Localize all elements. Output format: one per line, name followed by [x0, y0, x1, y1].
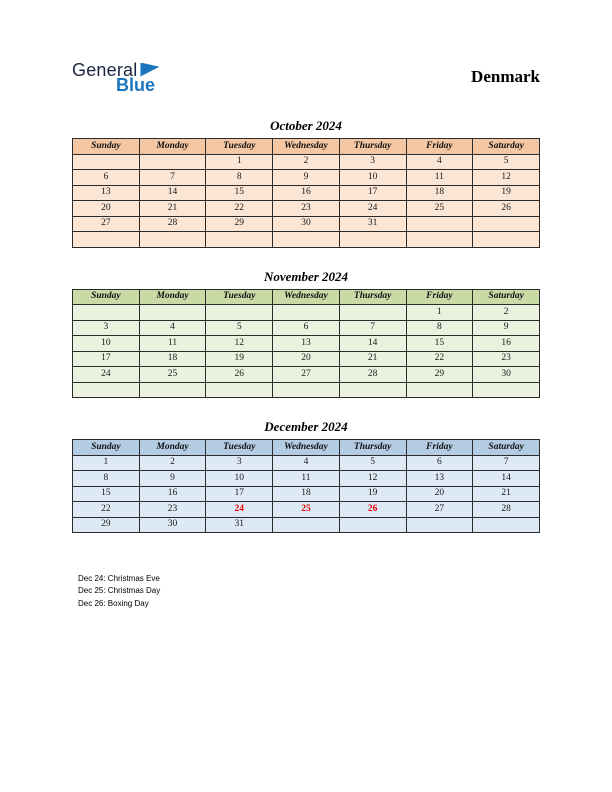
- day-cell: 14: [339, 336, 406, 352]
- day-cell: 7: [473, 455, 540, 471]
- day-cell: 9: [473, 320, 540, 336]
- day-cell: 31: [206, 517, 273, 533]
- day-cell: 3: [206, 455, 273, 471]
- weekday-header-thursday: Thursday: [339, 440, 406, 456]
- empty-day-cell: [473, 517, 540, 533]
- day-cell: 19: [473, 185, 540, 201]
- day-cell: 18: [406, 185, 473, 201]
- weekday-header-saturday: Saturday: [473, 139, 540, 155]
- day-cell: 30: [139, 517, 206, 533]
- day-cell: 27: [73, 216, 140, 232]
- month-title-december: December 2024: [264, 419, 348, 434]
- weekday-header-tuesday: Tuesday: [206, 440, 273, 456]
- day-cell: 26: [339, 502, 406, 518]
- calendar-table-november: [72, 289, 540, 399]
- day-cell: 28: [473, 502, 540, 518]
- week-row: [73, 502, 540, 518]
- day-cell: 31: [339, 216, 406, 232]
- day-cell: 16: [139, 486, 206, 502]
- day-cell: 27: [273, 367, 340, 383]
- day-cell: 25: [406, 201, 473, 217]
- weekday-header-row: [73, 440, 540, 456]
- logo-text-blue: Blue: [116, 74, 156, 95]
- weekday-header-friday: Friday: [406, 440, 473, 456]
- day-cell: 11: [273, 471, 340, 487]
- generalblue-logo: [72, 61, 159, 94]
- day-cell: 9: [139, 471, 206, 487]
- day-cell: 26: [206, 367, 273, 383]
- weekday-header-saturday: Saturday: [473, 440, 540, 456]
- empty-day-cell: [406, 216, 473, 232]
- day-cell: 28: [339, 367, 406, 383]
- week-row: [73, 154, 540, 170]
- holiday-notes: [78, 573, 540, 610]
- page-header: [72, 50, 540, 104]
- week-row: [73, 170, 540, 186]
- day-cell: 13: [73, 185, 140, 201]
- week-row: [73, 305, 540, 321]
- weekday-header-wednesday: Wednesday: [273, 289, 340, 305]
- day-cell: 29: [73, 517, 140, 533]
- holiday-note-christmas-day: Dec 25: Christmas Day: [78, 586, 161, 596]
- country-title: Denmark: [471, 67, 540, 86]
- empty-day-cell: [473, 216, 540, 232]
- holiday-note-boxing-day: Dec 26: Boxing Day: [78, 598, 149, 608]
- day-cell: 6: [73, 170, 140, 186]
- day-cell: 10: [73, 336, 140, 352]
- empty-day-cell: [73, 232, 140, 248]
- day-cell: 1: [73, 455, 140, 471]
- day-cell: 4: [406, 154, 473, 170]
- empty-day-cell: [139, 232, 206, 248]
- day-cell: 21: [339, 351, 406, 367]
- week-row: [73, 336, 540, 352]
- day-cell: 10: [206, 471, 273, 487]
- calendar-table-december: [72, 439, 540, 533]
- day-cell: 8: [206, 170, 273, 186]
- day-cell: 2: [473, 305, 540, 321]
- weekday-header-tuesday: Tuesday: [206, 289, 273, 305]
- day-cell: 3: [339, 154, 406, 170]
- day-cell: 16: [273, 185, 340, 201]
- weekday-header-friday: Friday: [406, 289, 473, 305]
- day-cell: 6: [273, 320, 340, 336]
- weekday-header-thursday: Thursday: [339, 289, 406, 305]
- day-cell: 5: [473, 154, 540, 170]
- day-cell: 23: [273, 201, 340, 217]
- day-cell: 23: [473, 351, 540, 367]
- empty-day-cell: [206, 305, 273, 321]
- holiday-note-christmas-eve: Dec 24: Christmas Eve: [78, 574, 160, 583]
- empty-day-cell: [339, 305, 406, 321]
- weekday-header-row: [73, 289, 540, 305]
- empty-day-cell: [273, 305, 340, 321]
- day-cell: 5: [206, 320, 273, 336]
- day-cell: 14: [473, 471, 540, 487]
- day-cell: 17: [339, 185, 406, 201]
- day-cell: 13: [273, 336, 340, 352]
- empty-day-cell: [339, 232, 406, 248]
- day-cell: 16: [473, 336, 540, 352]
- week-row: [73, 351, 540, 367]
- weekday-header-tuesday: Tuesday: [206, 139, 273, 155]
- day-cell: 17: [73, 351, 140, 367]
- empty-day-cell: [73, 382, 140, 398]
- day-cell: 15: [206, 185, 273, 201]
- day-cell: 20: [73, 201, 140, 217]
- day-cell: 20: [406, 486, 473, 502]
- empty-day-cell: [273, 517, 340, 533]
- day-cell: 13: [406, 471, 473, 487]
- calendar-table-october: [72, 138, 540, 248]
- month-title-october: October 2024: [270, 118, 342, 133]
- month-section-november: [72, 269, 540, 399]
- day-cell: 2: [273, 154, 340, 170]
- empty-day-cell: [339, 382, 406, 398]
- day-cell: 22: [73, 502, 140, 518]
- logo-text-general: General: [72, 59, 138, 80]
- month-section-october: [72, 118, 540, 248]
- day-cell: 21: [473, 486, 540, 502]
- day-cell: 11: [406, 170, 473, 186]
- day-cell: 24: [339, 201, 406, 217]
- day-cell: 2: [139, 455, 206, 471]
- weekday-header-sunday: Sunday: [73, 440, 140, 456]
- day-cell: 8: [73, 471, 140, 487]
- weekday-header-sunday: Sunday: [73, 289, 140, 305]
- day-cell: 23: [139, 502, 206, 518]
- day-cell: 30: [473, 367, 540, 383]
- empty-day-cell: [206, 232, 273, 248]
- day-cell: 15: [73, 486, 140, 502]
- day-cell: 12: [339, 471, 406, 487]
- weekday-header-monday: Monday: [139, 440, 206, 456]
- day-cell: 14: [139, 185, 206, 201]
- day-cell: 7: [339, 320, 406, 336]
- week-row: [73, 320, 540, 336]
- weekday-header-friday: Friday: [406, 139, 473, 155]
- week-row: [73, 367, 540, 383]
- empty-day-cell: [206, 382, 273, 398]
- day-cell: 26: [473, 201, 540, 217]
- empty-day-cell: [139, 154, 206, 170]
- day-cell: 29: [206, 216, 273, 232]
- weekday-header-saturday: Saturday: [473, 289, 540, 305]
- day-cell: 4: [139, 320, 206, 336]
- week-row: [73, 471, 540, 487]
- empty-day-cell: [73, 154, 140, 170]
- empty-day-cell: [406, 232, 473, 248]
- empty-day-cell: [473, 232, 540, 248]
- day-cell: 15: [406, 336, 473, 352]
- day-cell: 5: [339, 455, 406, 471]
- week-row: [73, 517, 540, 533]
- day-cell: 18: [273, 486, 340, 502]
- day-cell: 12: [206, 336, 273, 352]
- day-cell: 20: [273, 351, 340, 367]
- day-cell: 17: [206, 486, 273, 502]
- day-cell: 22: [406, 351, 473, 367]
- day-cell: 19: [206, 351, 273, 367]
- day-cell: 24: [206, 502, 273, 518]
- day-cell: 12: [473, 170, 540, 186]
- week-row: [73, 455, 540, 471]
- weekday-header-row: [73, 139, 540, 155]
- empty-day-cell: [473, 382, 540, 398]
- day-cell: 28: [139, 216, 206, 232]
- week-row: [73, 382, 540, 398]
- day-cell: 10: [339, 170, 406, 186]
- empty-day-cell: [339, 517, 406, 533]
- weekday-header-monday: Monday: [139, 289, 206, 305]
- week-row: [73, 216, 540, 232]
- month-title-november: November 2024: [263, 268, 349, 284]
- day-cell: 1: [406, 305, 473, 321]
- weekday-header-thursday: Thursday: [339, 139, 406, 155]
- day-cell: 1: [206, 154, 273, 170]
- day-cell: 3: [73, 320, 140, 336]
- day-cell: 11: [139, 336, 206, 352]
- day-cell: 21: [139, 201, 206, 217]
- empty-day-cell: [273, 232, 340, 248]
- week-row: [73, 201, 540, 217]
- weekday-header-wednesday: Wednesday: [273, 139, 340, 155]
- day-cell: 8: [406, 320, 473, 336]
- day-cell: 25: [139, 367, 206, 383]
- day-cell: 22: [206, 201, 273, 217]
- empty-day-cell: [406, 517, 473, 533]
- weekday-header-wednesday: Wednesday: [273, 440, 340, 456]
- day-cell: 19: [339, 486, 406, 502]
- empty-day-cell: [273, 382, 340, 398]
- day-cell: 30: [273, 216, 340, 232]
- empty-day-cell: [73, 305, 140, 321]
- day-cell: 29: [406, 367, 473, 383]
- week-row: [73, 232, 540, 248]
- empty-day-cell: [139, 382, 206, 398]
- weekday-header-sunday: Sunday: [73, 139, 140, 155]
- day-cell: 7: [139, 170, 206, 186]
- day-cell: 9: [273, 170, 340, 186]
- day-cell: 24: [73, 367, 140, 383]
- day-cell: 6: [406, 455, 473, 471]
- empty-day-cell: [406, 382, 473, 398]
- empty-day-cell: [139, 305, 206, 321]
- week-row: [73, 486, 540, 502]
- weekday-header-monday: Monday: [139, 139, 206, 155]
- day-cell: 27: [406, 502, 473, 518]
- day-cell: 25: [273, 502, 340, 518]
- day-cell: 4: [273, 455, 340, 471]
- week-row: [73, 185, 540, 201]
- month-section-december: [72, 419, 540, 533]
- day-cell: 18: [139, 351, 206, 367]
